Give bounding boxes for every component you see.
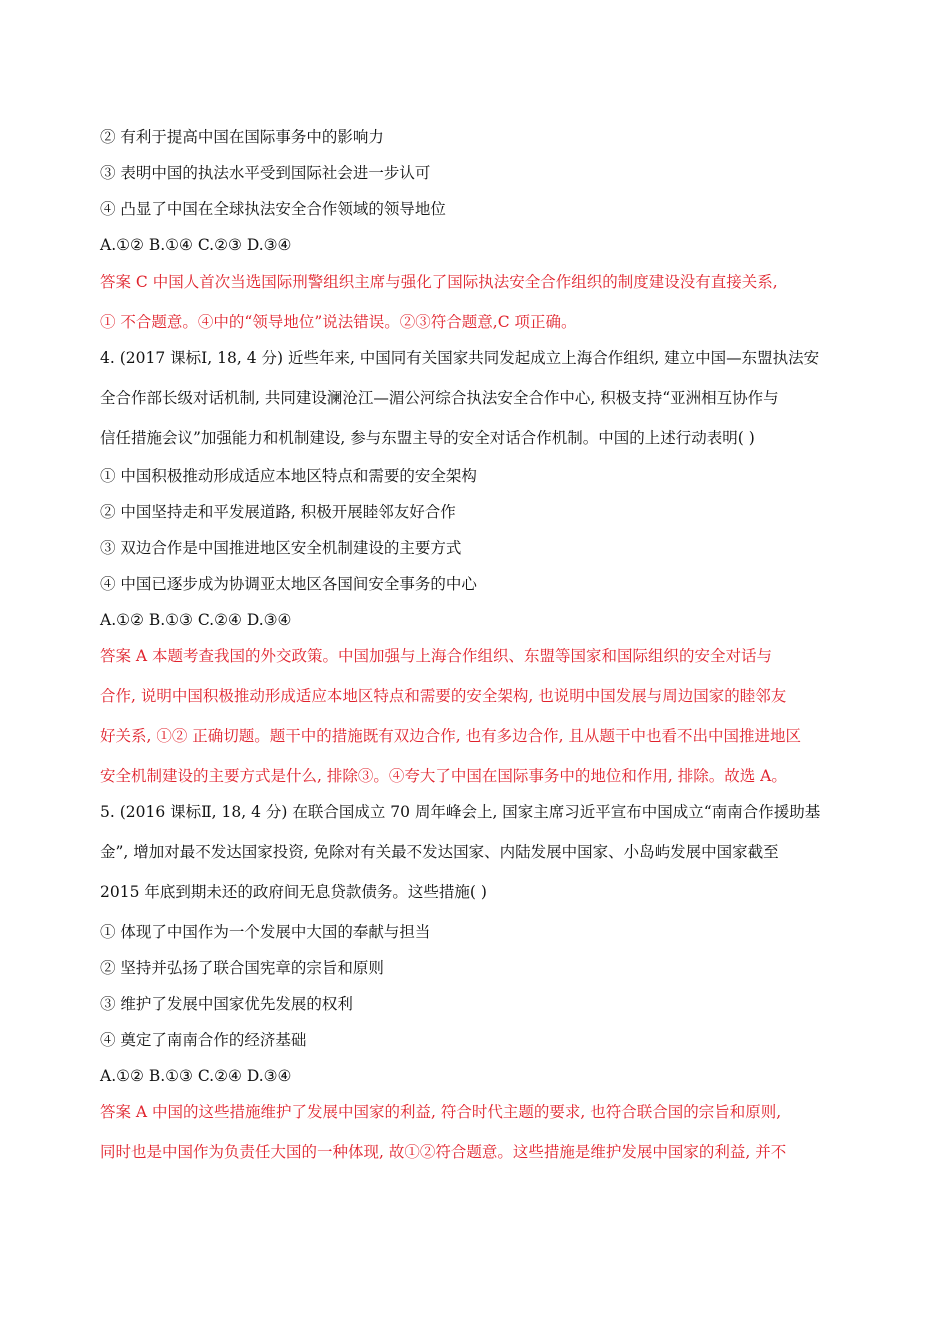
question-line: 金”, 增加对最不发达国家投资, 免除对有关最不发达国家、内陆发展中国家、小岛屿发展中国家截至 — [100, 843, 779, 861]
answer-line: 安全机制建设的主要方式是什么, 排除③。④夸大了中国在国际事务中的地位和作用, 排除。故选 A。 — [100, 767, 787, 785]
answer-line: 答案 A 本题考查我国的外交政策。中国加强与上海合作组织、东盟等国家和国际组织的安全对话与 — [100, 647, 773, 665]
option-line: ④ 奠定了南南合作的经济基础 — [100, 1031, 307, 1049]
question-line: 全合作部长级对话机制, 共同建设澜沧江—湄公河综合执法安全合作中心, 积极支持“亚洲相互协作与 — [100, 389, 779, 407]
answer-line: 同时也是中国作为负责任大国的一种体现, 故①②符合题意。这些措施是维护发展中国家的利益, 并不 — [100, 1143, 787, 1161]
option-line: ③ 表明中国的执法水平受到国际社会进一步认可 — [100, 164, 431, 182]
question-line: 5. (2016 课标Ⅱ, 18, 4 分) 在联合国成立 70 周年峰会上, 国家主席习近平宣布中国成立“南南合作援助基 — [100, 803, 821, 821]
option-line: ① 体现了中国作为一个发展中大国的奉献与担当 — [100, 923, 431, 941]
question-line: 2015 年底到期未还的政府间无息贷款债务。这些措施( ) — [100, 883, 487, 901]
option-line: ② 有利于提高中国在国际事务中的影响力 — [100, 128, 384, 146]
option-line: ④ 中国已逐步成为协调亚太地区各国间安全事务的中心 — [100, 575, 477, 593]
question-line: 信任措施会议”加强能力和机制建设, 参与东盟主导的安全对话合作机制。中国的上述行动表明( ) — [100, 429, 755, 447]
option-line: ③ 维护了发展中国家优先发展的权利 — [100, 995, 353, 1013]
choices-line: A.①② B.①④ C.②③ D.③④ — [100, 236, 292, 254]
answer-line: 答案 A 中国的这些措施维护了发展中国家的利益, 符合时代主题的要求, 也符合联合国的宗旨和原则, — [100, 1103, 782, 1121]
option-line: ④ 凸显了中国在全球执法安全合作领域的领导地位 — [100, 200, 446, 218]
option-line: ② 中国坚持走和平发展道路, 积极开展睦邻友好合作 — [100, 503, 456, 521]
question-line: 4. (2017 课标Ⅰ, 18, 4 分) 近些年来, 中国同有关国家共同发起成立上海合作组织, 建立中国—东盟执法安 — [100, 349, 820, 367]
answer-line: 答案 C 中国人首次当选国际刑警组织主席与强化了国际执法安全合作组织的制度建设没有直接关系, — [100, 273, 778, 291]
choices-line: A.①② B.①③ C.②④ D.③④ — [100, 1067, 292, 1085]
answer-line: 好关系, ①② 正确切题。题干中的措施既有双边合作, 也有多边合作, 且从题干中也看不出中国推进地区 — [100, 727, 801, 745]
option-line: ② 坚持并弘扬了联合国宪章的宗旨和原则 — [100, 959, 384, 977]
answer-line: ① 不合题意。④中的“领导地位”说法错误。②③符合题意,C 项正确。 — [100, 313, 577, 331]
option-line: ① 中国积极推动形成适应本地区特点和需要的安全架构 — [100, 467, 477, 485]
option-line: ③ 双边合作是中国推进地区安全机制建设的主要方式 — [100, 539, 462, 557]
choices-line: A.①② B.①③ C.②④ D.③④ — [100, 611, 292, 629]
answer-line: 合作, 说明中国积极推动形成适应本地区特点和需要的安全架构, 也说明中国发展与周边国家的睦邻友 — [100, 687, 787, 705]
